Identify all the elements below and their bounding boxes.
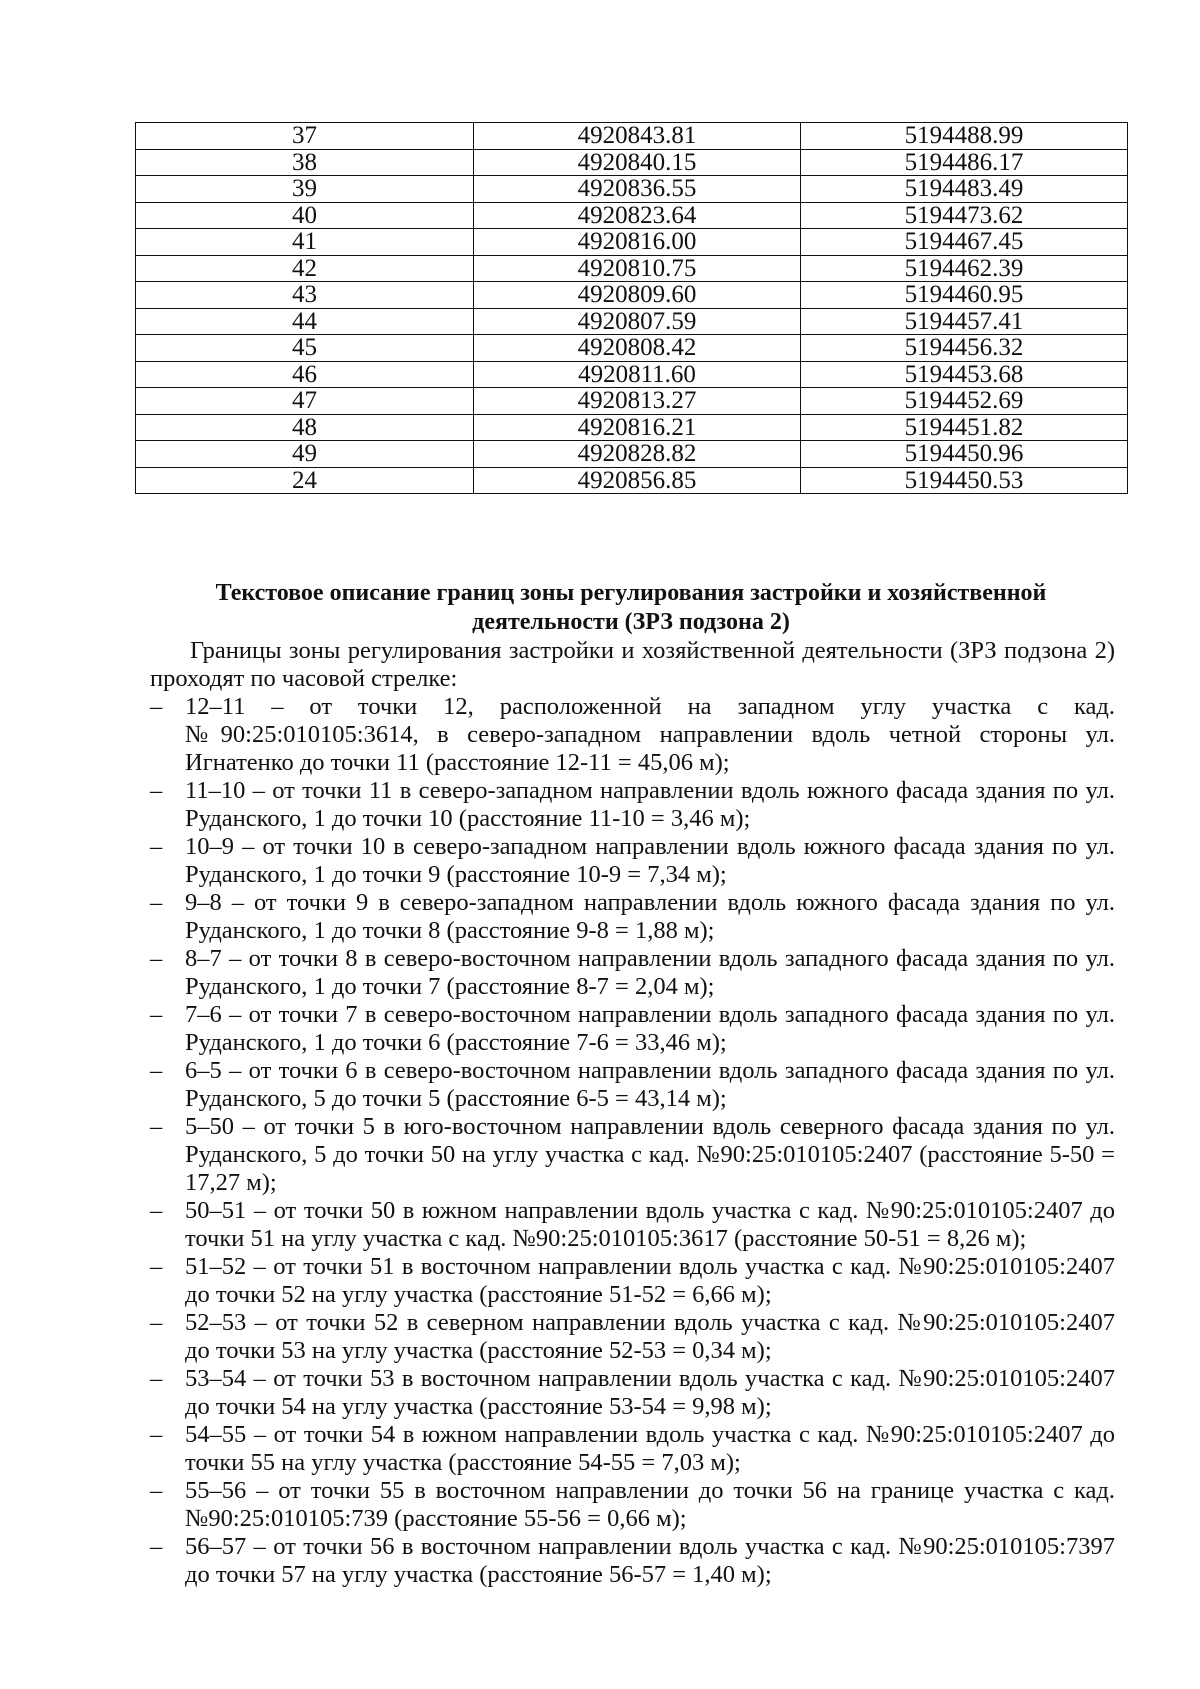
point-number-cell: 37 (136, 123, 474, 150)
x-coordinate-cell: 4920828.82 (474, 441, 801, 468)
point-number-cell: 41 (136, 229, 474, 256)
list-item-text: 9–8 – от точки 9 в северо-западном направлении вдоль южного фасада здания по ул. Руданского, 1 до точки 8 (расстояние 9-8 = 1,88 м); (185, 889, 1115, 944)
table-row (136, 308, 1128, 335)
list-item (150, 1533, 1115, 1589)
y-coordinate-cell: 5194452.69 (801, 388, 1128, 415)
table-row (136, 176, 1128, 203)
y-coordinate-cell: 5194486.17 (801, 149, 1128, 176)
x-coordinate-cell: 4920811.60 (474, 361, 801, 388)
x-coordinate-cell: 4920856.85 (474, 467, 801, 494)
x-coordinate-cell: 4920836.55 (474, 176, 801, 203)
table-row (136, 282, 1128, 309)
point-number-cell: 38 (136, 149, 474, 176)
y-coordinate-cell: 5194460.95 (801, 282, 1128, 309)
list-bullet: – (150, 1001, 163, 1028)
y-coordinate-cell: 5194456.32 (801, 335, 1128, 362)
list-bullet: – (150, 945, 163, 972)
y-coordinate-cell: 5194453.68 (801, 361, 1128, 388)
table-row (136, 255, 1128, 282)
list-item-text: 50–51 – от точки 50 в южном направлении вдоль участка с кад. №90:25:010105:2407 до точки 51 на углу участка с кад. №90:25:010105:3617 (расстояние 50-51 = 8,26 м); (185, 1197, 1115, 1252)
list-item (150, 1477, 1115, 1533)
list-item (150, 945, 1115, 1001)
list-item (150, 1365, 1115, 1421)
list-item (150, 1197, 1115, 1253)
x-coordinate-cell: 4920807.59 (474, 308, 801, 335)
list-item (150, 1253, 1115, 1309)
point-number-cell: 49 (136, 441, 474, 468)
y-coordinate-cell: 5194483.49 (801, 176, 1128, 203)
list-item-text: 53–54 – от точки 53 в восточном направлении вдоль участка с кад. №90:25:010105:2407 до точки 54 на углу участка (расстояние 53-54 = 9,98 м); (185, 1365, 1115, 1420)
y-coordinate-cell: 5194450.53 (801, 467, 1128, 494)
list-item-text: 55–56 – от точки 55 в восточном направлении до точки 56 на границе участка с кад. №90:25:010105:739 (расстояние 55-56 = 0,66 м); (185, 1477, 1115, 1532)
y-coordinate-cell: 5194457.41 (801, 308, 1128, 335)
section-heading-line-2: деятельности (ЗРЗ подзона 2) (472, 609, 790, 635)
list-item (150, 1057, 1115, 1113)
y-coordinate-cell: 5194450.96 (801, 441, 1128, 468)
list-bullet: – (150, 833, 163, 860)
list-item (150, 1309, 1115, 1365)
x-coordinate-cell: 4920808.42 (474, 335, 801, 362)
x-coordinate-cell: 4920810.75 (474, 255, 801, 282)
list-item-text: 54–55 – от точки 54 в южном направлении вдоль участка с кад. №90:25:010105:2407 до точки 55 на углу участка (расстояние 54-55 = 7,03 м); (185, 1421, 1115, 1476)
list-item (150, 1001, 1115, 1057)
section-heading (135, 579, 1127, 637)
table-row (136, 335, 1128, 362)
table-row (136, 123, 1128, 150)
point-number-cell: 39 (136, 176, 474, 203)
list-bullet: – (150, 693, 163, 720)
y-coordinate-cell: 5194451.82 (801, 414, 1128, 441)
list-item-text: 52–53 – от точки 52 в северном направлении вдоль участка с кад. №90:25:010105:2407 до точки 53 на углу участка (расстояние 52-53 = 0,34 м); (185, 1309, 1115, 1364)
point-number-cell: 43 (136, 282, 474, 309)
point-number-cell: 45 (136, 335, 474, 362)
y-coordinate-cell: 5194467.45 (801, 229, 1128, 256)
x-coordinate-cell: 4920840.15 (474, 149, 801, 176)
x-coordinate-cell: 4920816.00 (474, 229, 801, 256)
list-bullet: – (150, 777, 163, 804)
coordinates-table (135, 122, 1128, 494)
list-item (150, 1421, 1115, 1477)
table-row (136, 467, 1128, 494)
intro-paragraph: Границы зоны регулирования застройки и хозяйственной деятельности (ЗРЗ подзона 2) проходят по часовой стрелке: (150, 637, 1115, 692)
list-item-text: 6–5 – от точки 6 в северо-восточном направлении вдоль западного фасада здания по ул. Руданского, 5 до точки 5 (расстояние 6-5 = 43,14 м); (185, 1057, 1115, 1112)
list-item (150, 1113, 1115, 1197)
point-number-cell: 24 (136, 467, 474, 494)
x-coordinate-cell: 4920813.27 (474, 388, 801, 415)
point-number-cell: 47 (136, 388, 474, 415)
list-bullet: – (150, 889, 163, 916)
coordinates-table-body (136, 123, 1128, 494)
list-bullet: – (150, 1197, 163, 1224)
x-coordinate-cell: 4920843.81 (474, 123, 801, 150)
boundary-segments-list (150, 693, 1115, 1589)
list-bullet: – (150, 1253, 163, 1280)
point-number-cell: 42 (136, 255, 474, 282)
list-bullet: – (150, 1421, 163, 1448)
list-item (150, 693, 1115, 777)
list-item (150, 777, 1115, 833)
point-number-cell: 48 (136, 414, 474, 441)
list-bullet: – (150, 1365, 163, 1392)
point-number-cell: 40 (136, 202, 474, 229)
y-coordinate-cell: 5194462.39 (801, 255, 1128, 282)
list-bullet: – (150, 1477, 163, 1504)
section-heading-line-1: Текстовое описание границ зоны регулирования застройки и хозяйственной (215, 580, 1047, 606)
list-item-text: 10–9 – от точки 10 в северо-западном направлении вдоль южного фасада здания по ул. Руданского, 1 до точки 9 (расстояние 10-9 = 7,34 м); (185, 833, 1115, 888)
x-coordinate-cell: 4920809.60 (474, 282, 801, 309)
table-row (136, 388, 1128, 415)
y-coordinate-cell: 5194473.62 (801, 202, 1128, 229)
table-row (136, 361, 1128, 388)
list-bullet: – (150, 1533, 163, 1560)
list-bullet: – (150, 1113, 163, 1140)
table-row (136, 149, 1128, 176)
x-coordinate-cell: 4920816.21 (474, 414, 801, 441)
point-number-cell: 44 (136, 308, 474, 335)
table-row (136, 229, 1128, 256)
table-row (136, 441, 1128, 468)
x-coordinate-cell: 4920823.64 (474, 202, 801, 229)
list-item-text: 8–7 – от точки 8 в северо-восточном направлении вдоль западного фасада здания по ул. Руданского, 1 до точки 7 (расстояние 8-7 = 2,04 м); (185, 945, 1115, 1000)
list-item (150, 889, 1115, 945)
list-item-text: 51–52 – от точки 51 в восточном направлении вдоль участка с кад. №90:25:010105:2407 до точки 52 на углу участка (расстояние 51-52 = 6,66 м); (185, 1253, 1115, 1308)
list-item-text: 12–11 – от точки 12, расположенной на западном углу участка с кад. №90:25:010105:3614, в северо-западном направлении вдоль четной стороны ул. Игнатенко до точки 11 (расстояние 12-11 = 45,06 м); (185, 693, 1115, 776)
list-bullet: – (150, 1057, 163, 1084)
table-row (136, 202, 1128, 229)
table-row (136, 414, 1128, 441)
list-item (150, 833, 1115, 889)
y-coordinate-cell: 5194488.99 (801, 123, 1128, 150)
list-item-text: 5–50 – от точки 5 в юго-восточном направлении вдоль северного фасада здания по ул. Руданского, 5 до точки 50 на углу участка с кад. №90:25:010105:2407 (расстояние 5-50 = 17,27 м); (185, 1113, 1115, 1196)
list-item-text: 7–6 – от точки 7 в северо-восточном направлении вдоль западного фасада здания по ул. Руданского, 1 до точки 6 (расстояние 7-6 = 33,46 м); (185, 1001, 1115, 1056)
list-bullet: – (150, 1309, 163, 1336)
list-item-text: 56–57 – от точки 56 в восточном направлении вдоль участка с кад. №90:25:010105:7397 до точки 57 на углу участка (расстояние 56-57 = 1,40 м); (185, 1533, 1115, 1588)
point-number-cell: 46 (136, 361, 474, 388)
list-item-text: 11–10 – от точки 11 в северо-западном направлении вдоль южного фасада здания по ул. Руданского, 1 до точки 10 (расстояние 11-10 = 3,46 м); (185, 777, 1115, 832)
